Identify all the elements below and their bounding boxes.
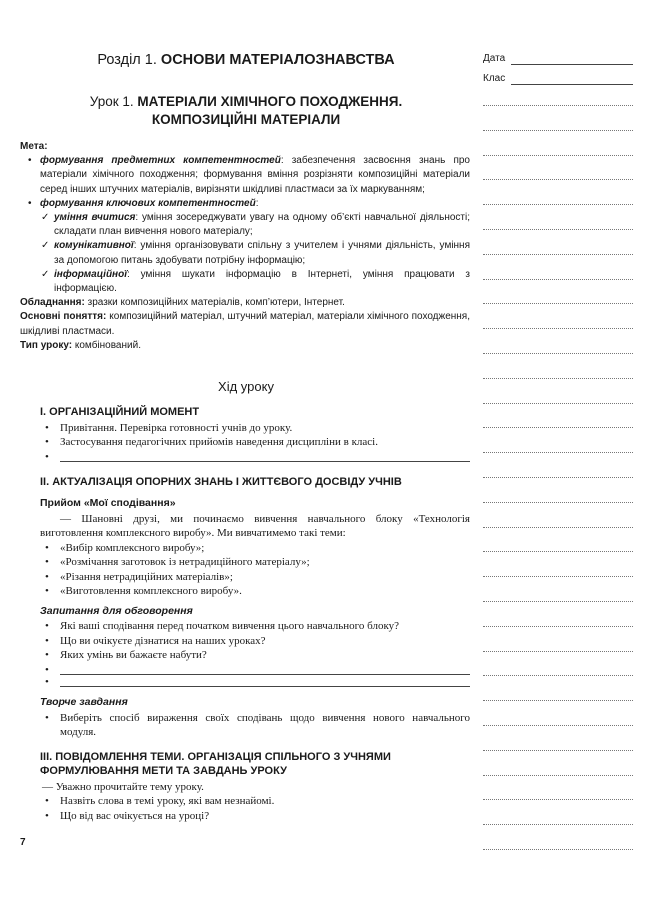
checkmark-icon: ✓ xyxy=(41,268,50,280)
goal-communication: ✓ комунікативної: уміння організовувати спільну з учителем і учнями діяльність, уміння за допомогою питань здобувати потрібну інформацію; xyxy=(41,240,470,266)
note-line[interactable] xyxy=(483,675,633,676)
note-line[interactable] xyxy=(483,155,633,156)
fill-line[interactable]: • xyxy=(40,450,470,462)
list-item: • Яких умінь ви бажаєте набути? xyxy=(45,649,207,662)
lesson-type: Тип уроку: комбінований. xyxy=(20,339,141,351)
list-item: • Що від вас очікується на уроці? xyxy=(45,809,210,822)
list-item: • Застосування педагогічних прийомів наведення дисципліни в класі. xyxy=(45,436,378,449)
note-line[interactable] xyxy=(483,254,633,255)
note-line[interactable] xyxy=(483,452,633,453)
note-line[interactable] xyxy=(483,477,633,478)
goal-key: • формування ключових компетентностей: xyxy=(28,197,259,209)
checkmark-icon: ✓ xyxy=(41,212,50,224)
goal-subject: • формування предметних компетентностей: забезпечення засвоєння знань про матеріали хімічного походження; формування вміння розрізняти композиційні матеріали серед інших штучних матеріалів, вирізняти шкідливі пластмаси за їх маркуванням; xyxy=(28,155,470,195)
key-concepts: Основні поняття: композиційний матеріал, штучний матеріал, матеріали хімічного походження, шкідливі пластмаси. xyxy=(20,311,470,337)
section-1: I. ОРГАНІЗАЦІЙНИЙ МОМЕНТ • Привітання. Перевірка готовності учнів до уроку. • Застосування педагогічних прийомів наведення дисципліни в класі. • xyxy=(40,405,470,462)
note-line[interactable] xyxy=(483,551,633,552)
section-title: Розділ 1. ОСНОВИ МАТЕРІАЛОЗНАВСТВА xyxy=(97,52,395,68)
note-line[interactable] xyxy=(483,179,633,180)
note-line[interactable] xyxy=(483,700,633,701)
note-line[interactable] xyxy=(483,378,633,379)
date-label: Дата xyxy=(483,53,506,64)
note-line[interactable] xyxy=(483,105,633,106)
note-line[interactable] xyxy=(483,403,633,404)
equipment: Обладнання: зразки композиційних матеріалів, комп’ютери, Інтернет. xyxy=(20,297,345,309)
note-line[interactable] xyxy=(483,328,633,329)
note-line[interactable] xyxy=(483,527,633,528)
list-item: • «Різання нетрадиційних матеріалів»; xyxy=(45,570,233,583)
note-line[interactable] xyxy=(483,750,633,751)
list-item: • «Вибір комплексного виробу»; xyxy=(45,541,205,554)
class-field[interactable] xyxy=(511,84,633,85)
note-line[interactable] xyxy=(483,427,633,428)
note-line[interactable] xyxy=(483,626,633,627)
page-number: 7 xyxy=(20,837,26,848)
section-3: III. ПОВІДОМЛЕННЯ ТЕМИ. ОРГАНІЗАЦІЯ СПІЛЬНОГО З УЧНЯМИ ФОРМУЛЮВАННЯ МЕТИ ТА ЗАВДАНЬ УРОКУ — Уважно прочитайте тему уроку. • Назвіть слова в темі уроку, які вам незнайомі. • Що від вас очікується на уроці? xyxy=(40,750,470,823)
lesson-title: Урок 1. МАТЕРІАЛИ ХІМІЧНОГО ПОХОДЖЕННЯ. КОМПОЗИЦІЙНІ МАТЕРІАЛИ xyxy=(89,94,403,127)
goal-learn: ✓ уміння вчитися: уміння зосереджувати увагу на одному об’єкті навчальної діяльності; складати план вивчення нового матеріалу; xyxy=(41,212,470,238)
note-line[interactable] xyxy=(483,204,633,205)
note-line[interactable] xyxy=(483,502,633,503)
note-line[interactable] xyxy=(483,775,633,776)
goal-information: ✓ інформаційної: уміння шукати інформацію в Інтернеті, уміння працювати з інформацією. xyxy=(41,268,470,295)
section-2: II. АКТУАЛІЗАЦІЯ ОПОРНИХ ЗНАНЬ І ЖИТТЄВОГО ДОСВІДУ УЧНІВ Прийом «Мої сподівання» — Шановні друзі, ми починаємо вивчення навчального блоку «Технологія виготовлення комплексного виробу». Ми вивчатимемо такі теми: • «Вибір комплексного виробу»; • «Розмічання заготовок із нетрадиційного матеріалу»; • «Різання нетрадиційних матеріалів»; • «Виготовлення комплексного виробу». Запитання для обговорення • Які ваші сподівання перед початком вивчення цього навчального блоку? • Що ви очікуєте дізнатися на наших уроках? • Яких умінь ви бажаєте набути? • • Творче завдання • Виберіть спосіб вираження своїх сподівань щодо вивчення нового навчального модуля. xyxy=(40,476,470,739)
note-line[interactable] xyxy=(483,130,633,131)
list-item: • Виберіть спосіб вираження своїх сподівань щодо вивчення нового навчального модуля. xyxy=(45,711,470,739)
list-item: • Які ваші сподівання перед початком вивчення цього навчального блоку? xyxy=(45,620,400,633)
list-item: • «Розмічання заготовок із нетрадиційного матеріалу»; xyxy=(45,556,310,569)
date-field[interactable] xyxy=(511,64,633,65)
class-label: Клас xyxy=(483,73,506,84)
list-item: • «Виготовлення комплексного виробу». xyxy=(45,585,242,598)
lesson-goals: Мета: • формування предметних компетентностей: забезпечення засвоєння знань про матеріали хімічного походження; формування вміння розрізняти композиційні матеріали серед інших штучних матеріалів, вирізняти шкідливі пластмаси за їх маркуванням; • формування ключових компетентностей: ✓ уміння вчитися: уміння зосереджувати увагу на одному об’єкті навчальної діяльності; складати план вивчення нового матеріалу; ✓ комунікативної: уміння організовувати спільну з учителем і учнями діяльність, уміння за допомогою питань здобувати потрібну інформацію; ✓ інформаційної: уміння шукати інформацію в Інтернеті, уміння працювати з інформацією. Обладнання: зразки композиційних матеріалів, комп’ютери, Інтернет. Основні поняття: композиційний матеріал, штучний матеріал, матеріали хімічного походження, шкідливі пластмаси. Тип уроку: комбінований. xyxy=(20,140,470,353)
note-line[interactable] xyxy=(483,303,633,304)
note-line[interactable] xyxy=(483,279,633,280)
note-line[interactable] xyxy=(483,651,633,652)
fill-line[interactable]: • xyxy=(40,663,470,675)
list-item: • Привітання. Перевірка готовності учнів до уроку. xyxy=(45,422,293,434)
note-line[interactable] xyxy=(483,353,633,354)
fill-line[interactable]: • xyxy=(40,675,470,687)
note-line[interactable] xyxy=(483,725,633,726)
note-line[interactable] xyxy=(483,824,633,825)
list-item: • Що ви очікуєте дізнатися на наших уроках? xyxy=(45,634,266,647)
intro-paragraph: — Шановні друзі, ми починаємо вивчення навчального блоку «Технологія виготовлення комплексного виробу». Ми вивчатимемо такі теми: xyxy=(40,513,470,540)
course-title: Хід уроку xyxy=(218,379,274,394)
note-line[interactable] xyxy=(483,799,633,800)
note-line[interactable] xyxy=(483,229,633,230)
note-line[interactable] xyxy=(483,849,633,850)
note-line[interactable] xyxy=(483,576,633,577)
note-line[interactable] xyxy=(483,601,633,602)
list-item: • Назвіть слова в темі уроку, які вам незнайомі. xyxy=(45,795,275,808)
checkmark-icon: ✓ xyxy=(41,240,50,252)
